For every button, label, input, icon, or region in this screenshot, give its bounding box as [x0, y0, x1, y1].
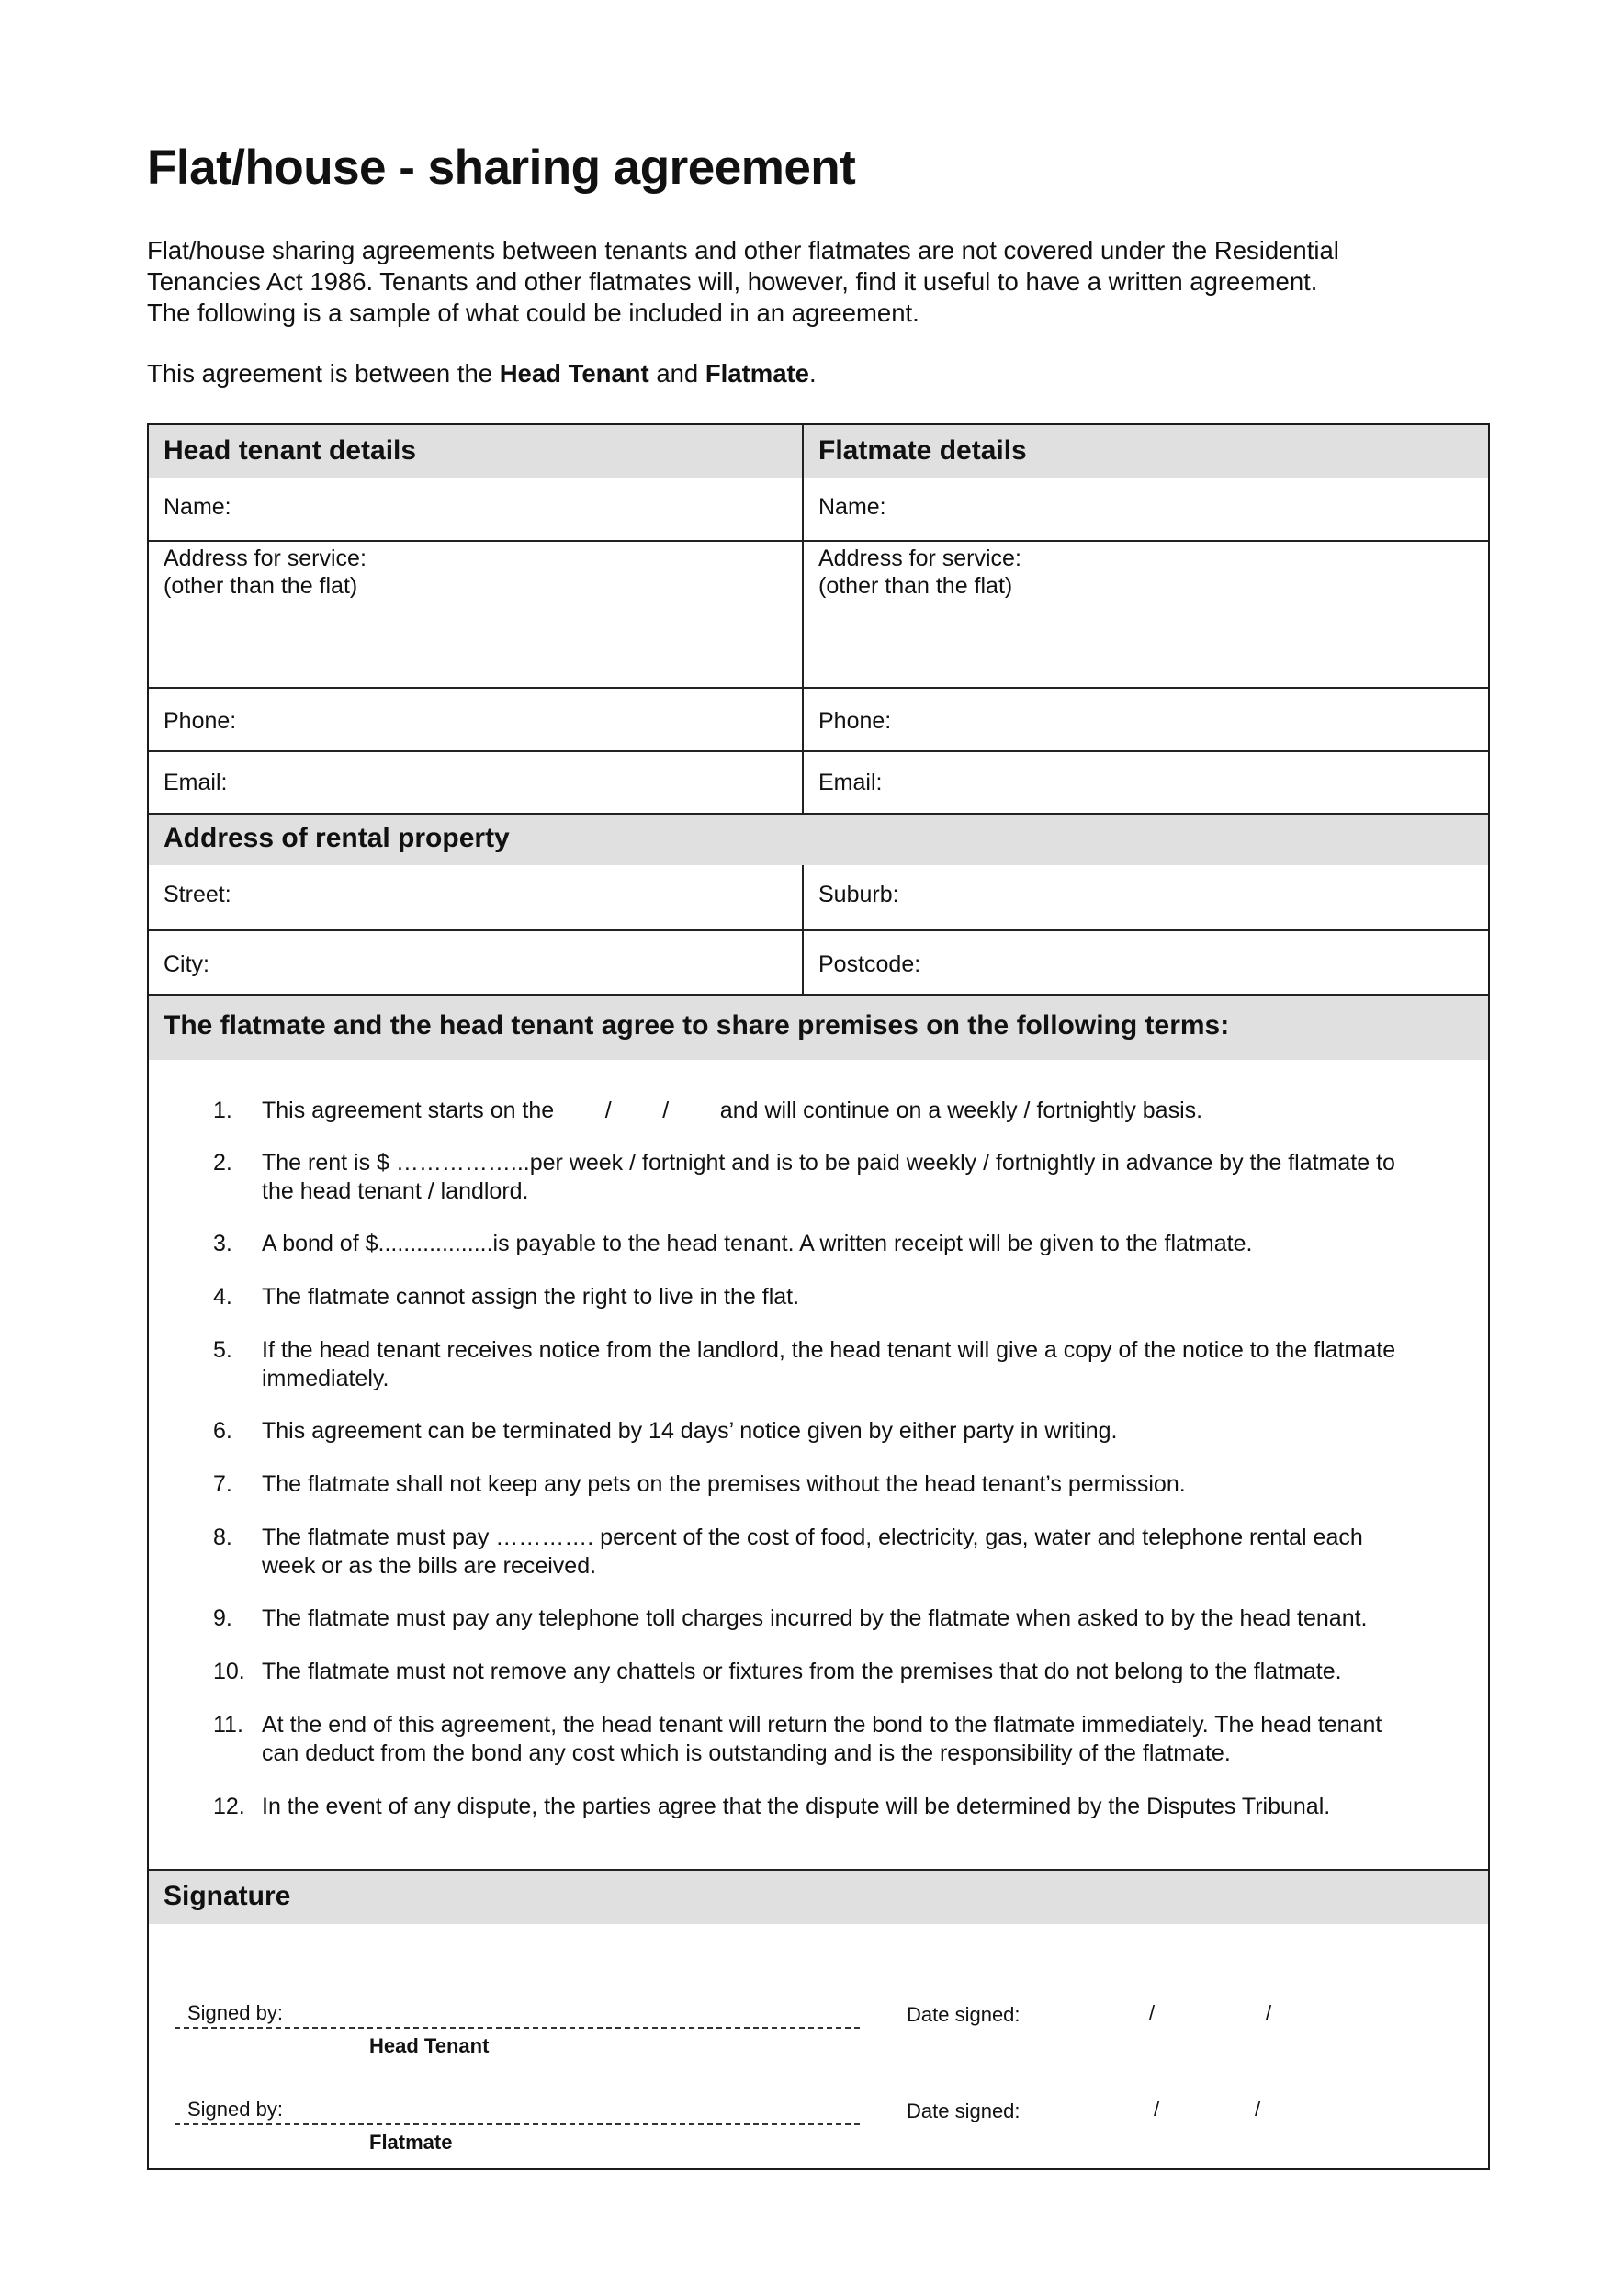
agreement-form: [147, 423, 1490, 2170]
head-tenant-name-field[interactable]: [149, 478, 804, 540]
signed-by-label: Signed by:: [187, 2001, 283, 2024]
phone-row: [149, 687, 1488, 750]
term-text: The flatmate cannot assign the right to live in the flat.: [262, 1284, 800, 1310]
suburb-label: Suburb:: [818, 882, 899, 907]
head-tenant-email-field[interactable]: [149, 752, 804, 813]
term-text: This agreement starts on the / / and will continue on a weekly / fortnightly basis.: [262, 1097, 1203, 1123]
signed-by-label: Signed by:: [187, 2098, 283, 2121]
signature-header-cell: [149, 1871, 1488, 1924]
terms-header-cell: [149, 996, 1488, 1060]
term-number: 6.: [213, 1418, 232, 1444]
name-row: [149, 478, 1488, 540]
term-text: The flatmate must pay …………. percent of the cost of food, electricity, gas, water and telephone rental each week or as the bills are received.: [262, 1525, 1363, 1579]
term-text: At the end of this agreement, the head tenant will return the bond to the flatmate immediately. The head tenant can deduct from the bond any cost which is outstanding and is the responsibility of the flatmate.: [262, 1712, 1382, 1766]
signature-row-flatmate: [149, 2098, 1488, 2171]
rental-property-header-cell: [149, 815, 1488, 865]
term-text: The rent is $ ……………...per week / fortnight and is to be paid weekly / fortnightly in advance by the flatmate to the head tenant / landlord.: [262, 1150, 1395, 1204]
intro-line: The following is a sample of what could be included in an agreement.: [147, 298, 919, 327]
head-tenant-address-label: Address for service:: [164, 546, 367, 571]
city-label: City:: [164, 951, 209, 977]
term-number: 1.: [213, 1097, 232, 1123]
details-header-row: [149, 425, 1488, 478]
rental-property-header-row: [149, 813, 1488, 865]
head-tenant-address-field[interactable]: [149, 542, 804, 687]
head-tenant-name-label: Name:: [164, 494, 231, 520]
term-number: 2.: [213, 1150, 232, 1176]
parties-statement: [147, 359, 817, 388]
page-title: Flat/house - sharing agreement: [147, 141, 856, 195]
parties-flatmate: Flatmate: [705, 359, 809, 388]
email-row: [149, 750, 1488, 813]
term-text: In the event of any dispute, the parties agree that the dispute will be determined by the Disputes Tribunal.: [262, 1794, 1331, 1819]
term-text: The flatmate must not remove any chattels or fixtures from the premises that do not belong to the flatmate.: [262, 1659, 1342, 1684]
date-separator: /: [1154, 2098, 1160, 2121]
flatmate-email-label: Email:: [818, 770, 883, 795]
intro-line: Flat/house sharing agreements between tenants and other flatmates are not covered under the Residential: [147, 236, 1339, 264]
flatmate-name-label: Name:: [818, 494, 886, 520]
head-tenant-phone-label: Phone:: [164, 708, 237, 734]
head-tenant-header-cell: [149, 425, 804, 478]
term-number: 5.: [213, 1337, 232, 1363]
city-field[interactable]: [149, 931, 804, 994]
head-tenant-signature-line[interactable]: [175, 2027, 860, 2029]
flatmate-phone-label: Phone:: [818, 708, 892, 734]
head-tenant-details-heading: Head tenant details: [164, 435, 417, 466]
intro-line: Tenancies Act 1986. Tenants and other flatmates will, however, find it useful to have a written agreement.: [147, 267, 1318, 296]
city-row: [149, 929, 1488, 994]
rental-property-heading: Address of rental property: [164, 823, 510, 853]
street-field[interactable]: [149, 865, 804, 929]
term-text: The flatmate shall not keep any pets on the premises without the head tenant’s permission.: [262, 1471, 1186, 1497]
date-signed-label: Date signed:: [907, 2099, 1021, 2122]
term-number: 8.: [213, 1525, 232, 1550]
parties-suffix: .: [808, 359, 817, 388]
flatmate-signature-line[interactable]: [175, 2123, 860, 2125]
intro-paragraph: [147, 235, 1506, 329]
term-number: 7.: [213, 1471, 232, 1497]
head-tenant-email-label: Email:: [164, 770, 228, 795]
parties-head-tenant: Head Tenant: [499, 359, 649, 388]
suburb-field[interactable]: [804, 865, 1488, 929]
term-number: 9.: [213, 1605, 232, 1631]
flatmate-phone-field[interactable]: [804, 689, 1488, 750]
term-number: 11.: [213, 1712, 243, 1738]
head-tenant-role-label: Head Tenant: [369, 2034, 490, 2057]
signature-heading: Signature: [164, 1881, 291, 1911]
parties-prefix: This agreement is between the: [147, 359, 500, 388]
date-separator: /: [1149, 2001, 1156, 2024]
flatmate-address-field[interactable]: [804, 542, 1488, 687]
terms-section: [149, 994, 1488, 1871]
flatmate-address-sublabel: (other than the flat): [818, 573, 1013, 599]
flatmate-details-heading: Flatmate details: [818, 435, 1027, 466]
term-text: This agreement can be terminated by 14 days’ notice given by either party in writing.: [262, 1418, 1118, 1444]
head-tenant-phone-field[interactable]: [149, 689, 804, 750]
term-number: 4.: [213, 1284, 232, 1310]
term-number: 10.: [213, 1659, 245, 1684]
term-text: The flatmate must pay any telephone toll charges incurred by the flatmate when asked to by the head tenant.: [262, 1605, 1368, 1631]
address-row: [149, 540, 1488, 687]
parties-conjunction: and: [648, 359, 705, 388]
term-number: 3.: [213, 1231, 232, 1256]
flatmate-email-field[interactable]: [804, 752, 1488, 813]
date-signed-label: Date signed:: [907, 2003, 1021, 2026]
flatmate-role-label: Flatmate: [369, 2131, 453, 2154]
terms-heading: The flatmate and the head tenant agree to share premises on the following terms:: [164, 1010, 1230, 1041]
date-separator: /: [1255, 2098, 1261, 2121]
flatmate-header-cell: [804, 425, 1488, 478]
signature-section: [149, 1869, 1488, 2168]
term-text: If the head tenant receives notice from the landlord, the head tenant will give a copy of the notice to the flatmate immediately.: [262, 1337, 1396, 1391]
postcode-label: Postcode:: [818, 951, 921, 977]
term-number: 12.: [213, 1794, 245, 1819]
date-separator: /: [1266, 2001, 1272, 2024]
street-label: Street:: [164, 882, 231, 907]
postcode-field[interactable]: [804, 931, 1488, 994]
flatmate-address-label: Address for service:: [818, 546, 1021, 571]
term-text: A bond of $..................is payable to the head tenant. A written receipt will be given to the flatmate.: [262, 1231, 1253, 1256]
head-tenant-address-sublabel: (other than the flat): [164, 573, 358, 599]
flatmate-name-field[interactable]: [804, 478, 1488, 540]
street-row: [149, 865, 1488, 929]
signature-row-head-tenant: [149, 2001, 1488, 2075]
